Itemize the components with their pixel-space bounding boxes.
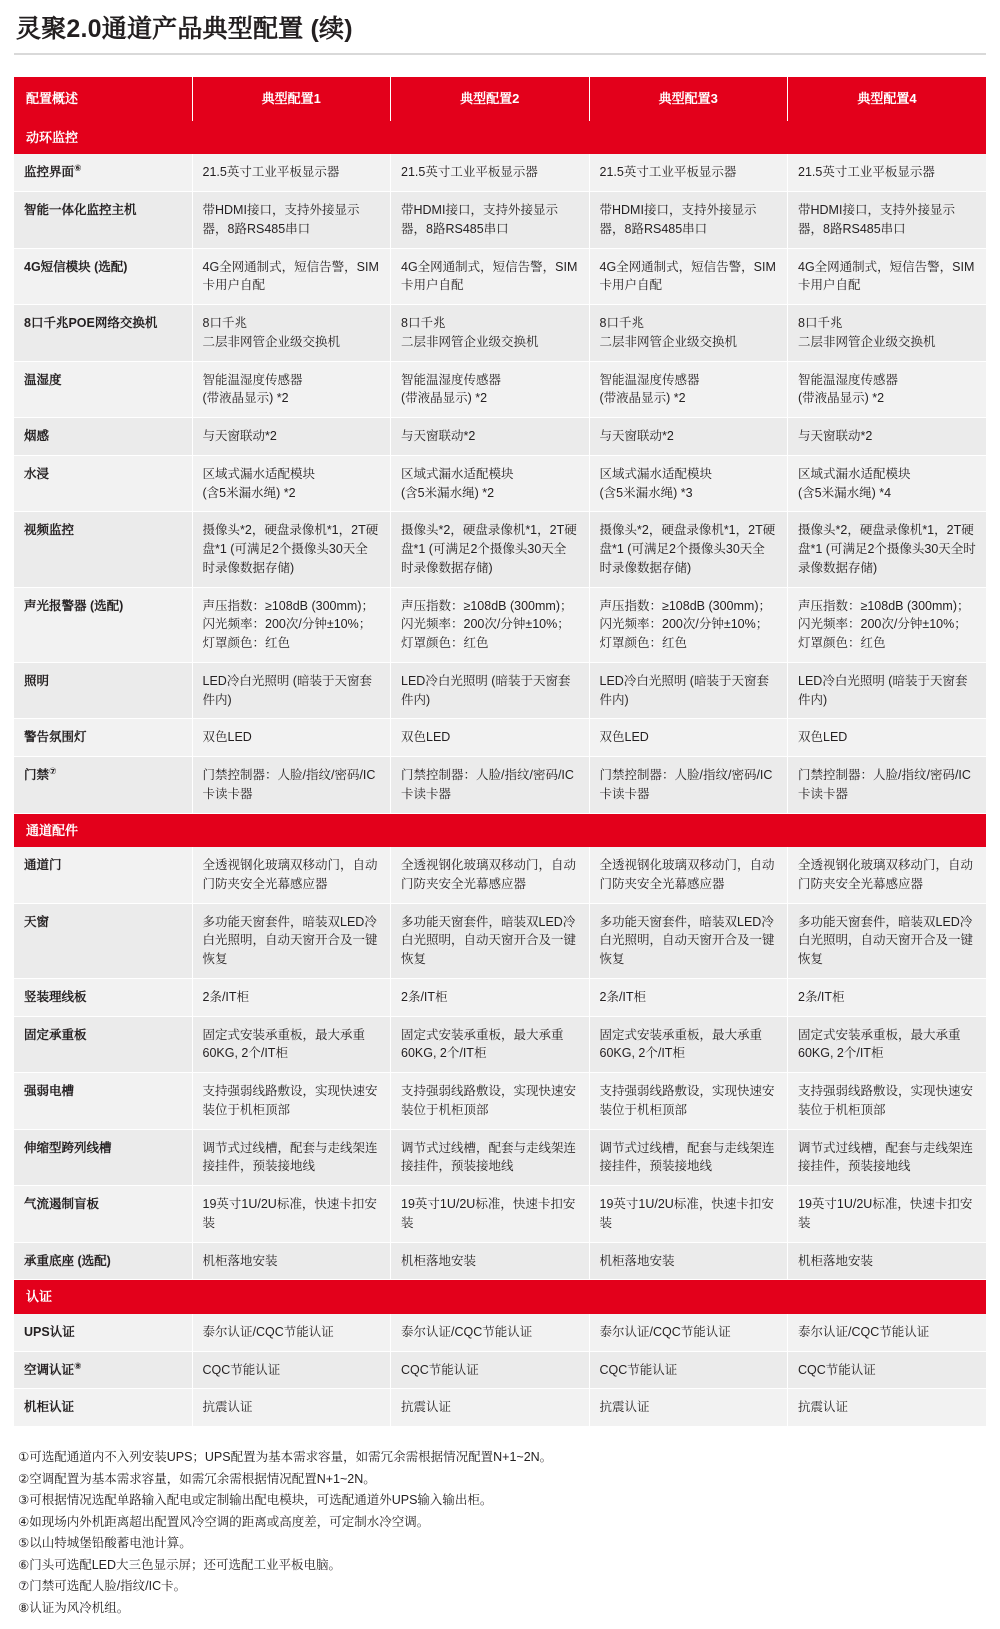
table-body bbox=[14, 121, 986, 1427]
cell-config-1: 泰尔认证/CQC节能认证 bbox=[192, 1314, 391, 1351]
row-label-text: 气流遏制盲板 bbox=[24, 1197, 100, 1211]
row-label bbox=[14, 719, 192, 757]
cell-config-4: 泰尔认证/CQC节能认证 bbox=[788, 1314, 987, 1351]
cell-config-2: 21.5英寸工业平板显示器 bbox=[391, 154, 590, 191]
cell-config-4: 8口千兆 二层非网管企业级交换机 bbox=[788, 305, 987, 362]
cell-config-2: 19英寸1U/2U标准，快速卡扣安装 bbox=[391, 1186, 590, 1243]
cell-config-2: 全透视钢化玻璃双移动门，自动门防夹安全光幕感应器 bbox=[391, 847, 590, 903]
cell-config-2: 与天窗联动*2 bbox=[391, 418, 590, 456]
cell-config-2: 智能温湿度传感器 (带液晶显示) *2 bbox=[391, 361, 590, 418]
cell-config-3: 调节式过线槽，配套与走线架连接挂件，预装接地线 bbox=[589, 1129, 788, 1186]
cell-config-3: 支持强弱线路敷设，实现快速安装位于机柜顶部 bbox=[589, 1073, 788, 1130]
footnote-line: ⑧认证为风冷机组。 bbox=[18, 1600, 130, 1615]
cell-config-2: 支持强弱线路敷设，实现快速安装位于机柜顶部 bbox=[391, 1073, 590, 1130]
cell-config-3: 机柜落地安装 bbox=[589, 1242, 788, 1280]
table-row bbox=[14, 1242, 986, 1280]
cell-config-2: 固定式安装承重板，最大承重60KG, 2个/IT柜 bbox=[391, 1016, 590, 1073]
cell-config-4: 智能温湿度传感器 (带液晶显示) *2 bbox=[788, 361, 987, 418]
row-label-text: 水浸 bbox=[24, 466, 50, 481]
row-label-text: 竖装理线板 bbox=[24, 989, 87, 1004]
cell-config-3: 2条/IT柜 bbox=[589, 978, 788, 1016]
column-header-config-3: 典型配置3 bbox=[589, 77, 788, 121]
cell-config-4: 声压指数：≥108dB (300mm)；闪光频率：200次/分钟±10%；灯罩颜色：红色 bbox=[788, 587, 987, 662]
cell-config-4: 2条/IT柜 bbox=[788, 978, 987, 1016]
table-row bbox=[14, 1073, 986, 1130]
cell-config-3: 19英寸1U/2U标准，快速卡扣安装 bbox=[589, 1186, 788, 1243]
cell-config-2: 门禁控制器：人脸/指纹/密码/IC卡读卡器 bbox=[391, 757, 590, 814]
cell-config-1: 智能温湿度传感器 (带液晶显示) *2 bbox=[192, 361, 391, 418]
cell-config-4: LED冷白光照明 (暗装于天窗套件内) bbox=[788, 662, 987, 719]
footnote-line: ③可根据情况选配单路输入配电或定制输出配电模块，可选配通道外UPS输入输出柜。 bbox=[18, 1493, 493, 1507]
row-label-text: 烟感 bbox=[24, 429, 50, 443]
table-row bbox=[14, 418, 986, 456]
section-title: 动环监控 bbox=[14, 121, 986, 155]
cell-config-1: 21.5英寸工业平板显示器 bbox=[192, 154, 391, 191]
row-label bbox=[14, 1129, 192, 1186]
footnote-line: ②空调配置为基本需求容量，如需冗余需根据情况配置N+1~2N。 bbox=[18, 1471, 376, 1486]
cell-config-3: 区域式漏水适配模块 (含5米漏水绳) *3 bbox=[589, 455, 788, 512]
row-label-text: 监控界面 bbox=[24, 165, 75, 180]
column-header-overview: 配置概述 bbox=[14, 77, 192, 121]
cell-config-1: 4G全网通制式，短信告警，SIM卡用户自配 bbox=[192, 248, 391, 305]
cell-config-1: 支持强弱线路敷设，实现快速安装位于机柜顶部 bbox=[192, 1073, 391, 1130]
cell-config-2: 声压指数：≥108dB (300mm)；闪光频率：200次/分钟±10%；灯罩颜色：红色 bbox=[391, 587, 590, 662]
row-label bbox=[14, 455, 192, 512]
row-label-text: 温湿度 bbox=[24, 372, 62, 387]
cell-config-2: 抗震认证 bbox=[391, 1389, 590, 1427]
table-row bbox=[14, 719, 986, 757]
cell-config-1: 门禁控制器：人脸/指纹/密码/IC卡读卡器 bbox=[192, 757, 391, 814]
cell-config-3: 双色LED bbox=[589, 719, 788, 757]
row-label bbox=[14, 1016, 192, 1073]
cell-config-3: 多功能天窗套件，暗装双LED冷白光照明，自动天窗开合及一键恢复 bbox=[589, 903, 788, 978]
row-label-text: 伸缩型跨列线槽 bbox=[24, 1140, 112, 1155]
cell-config-1: 19英寸1U/2U标准，快速卡扣安装 bbox=[192, 1186, 391, 1243]
cell-config-4: 抗震认证 bbox=[788, 1389, 987, 1427]
column-header-config-2: 典型配置2 bbox=[391, 77, 590, 121]
cell-config-4: 门禁控制器：人脸/指纹/密码/IC卡读卡器 bbox=[788, 757, 987, 814]
table-row bbox=[14, 455, 986, 512]
cell-config-3: 全透视钢化玻璃双移动门，自动门防夹安全光幕感应器 bbox=[589, 847, 788, 903]
row-label bbox=[14, 248, 192, 305]
cell-config-2: 8口千兆 二层非网管企业级交换机 bbox=[391, 305, 590, 362]
section-title: 认证 bbox=[14, 1280, 986, 1314]
table-row bbox=[14, 1016, 986, 1073]
table-row bbox=[14, 1129, 986, 1186]
cell-config-3: 抗震认证 bbox=[589, 1389, 788, 1427]
cell-config-2: 2条/IT柜 bbox=[391, 978, 590, 1016]
footnote-line: ⑤以山特城堡铅酸蓄电池计算。 bbox=[18, 1536, 192, 1550]
row-label bbox=[14, 305, 192, 362]
table-row bbox=[14, 361, 986, 418]
row-label bbox=[14, 903, 192, 978]
section-band bbox=[14, 121, 986, 155]
row-label-text: 警告氛围灯 bbox=[24, 730, 87, 745]
section-band bbox=[14, 813, 986, 847]
table-row bbox=[14, 512, 986, 587]
table-row bbox=[14, 847, 986, 903]
footnote-marker: ⑥ bbox=[74, 163, 82, 174]
cell-config-1: 双色LED bbox=[192, 719, 391, 757]
cell-config-3: LED冷白光照明 (暗装于天窗套件内) bbox=[589, 662, 788, 719]
row-label-text: 强弱电槽 bbox=[24, 1084, 75, 1098]
cell-config-1: 机柜落地安装 bbox=[192, 1242, 391, 1280]
cell-config-3: 21.5英寸工业平板显示器 bbox=[589, 154, 788, 191]
cell-config-4: 21.5英寸工业平板显示器 bbox=[788, 154, 987, 191]
row-label bbox=[14, 512, 192, 587]
cell-config-2: LED冷白光照明 (暗装于天窗套件内) bbox=[391, 662, 590, 719]
cell-config-3: 8口千兆 二层非网管企业级交换机 bbox=[589, 305, 788, 362]
cell-config-2: 双色LED bbox=[391, 719, 590, 757]
cell-config-4: 双色LED bbox=[788, 719, 987, 757]
configuration-table bbox=[14, 77, 986, 1427]
row-label bbox=[14, 757, 192, 814]
footnotes bbox=[14, 1447, 986, 1619]
cell-config-3: 智能温湿度传感器 (带液晶显示) *2 bbox=[589, 361, 788, 418]
row-label-text: 4G短信模块 (选配) bbox=[24, 259, 128, 274]
row-label-text: 天窗 bbox=[24, 914, 50, 929]
row-label-text: 门禁 bbox=[24, 768, 50, 782]
table-row bbox=[14, 587, 986, 662]
row-label bbox=[14, 361, 192, 418]
cell-config-1: LED冷白光照明 (暗装于天窗套件内) bbox=[192, 662, 391, 719]
row-label bbox=[14, 418, 192, 456]
row-label-text: 视频监控 bbox=[24, 523, 75, 538]
row-label bbox=[14, 847, 192, 903]
cell-config-2: 机柜落地安装 bbox=[391, 1242, 590, 1280]
cell-config-1: 固定式安装承重板，最大承重60KG, 2个/IT柜 bbox=[192, 1016, 391, 1073]
row-label-text: 智能一体化监控主机 bbox=[24, 203, 137, 217]
table-row bbox=[14, 903, 986, 978]
row-label-text: 机柜认证 bbox=[24, 1400, 75, 1415]
table-header-row bbox=[14, 77, 986, 121]
table-row bbox=[14, 1186, 986, 1243]
cell-config-4: 固定式安装承重板，最大承重60KG, 2个/IT柜 bbox=[788, 1016, 987, 1073]
cell-config-2: 多功能天窗套件，暗装双LED冷白光照明，自动天窗开合及一键恢复 bbox=[391, 903, 590, 978]
cell-config-3: CQC节能认证 bbox=[589, 1351, 788, 1389]
cell-config-1: 调节式过线槽，配套与走线架连接挂件，预装接地线 bbox=[192, 1129, 391, 1186]
row-label bbox=[14, 1186, 192, 1243]
footnote-marker: ⑧ bbox=[74, 1360, 82, 1371]
cell-config-4: 带HDMI接口，支持外接显示器，8路RS485串口 bbox=[788, 192, 987, 249]
footnote-line: ⑥门头可选配LED大三色显示屏；还可选配工业平板电脑。 bbox=[18, 1557, 342, 1572]
table-row bbox=[14, 662, 986, 719]
cell-config-1: 8口千兆 二层非网管企业级交换机 bbox=[192, 305, 391, 362]
table-head bbox=[14, 77, 986, 121]
cell-config-1: 多功能天窗套件，暗装双LED冷白光照明，自动天窗开合及一键恢复 bbox=[192, 903, 391, 978]
cell-config-4: 与天窗联动*2 bbox=[788, 418, 987, 456]
row-label bbox=[14, 192, 192, 249]
cell-config-4: 支持强弱线路敷设，实现快速安装位于机柜顶部 bbox=[788, 1073, 987, 1130]
row-label bbox=[14, 1073, 192, 1130]
row-label bbox=[14, 1314, 192, 1351]
table-row bbox=[14, 154, 986, 191]
table-row bbox=[14, 978, 986, 1016]
cell-config-3: 泰尔认证/CQC节能认证 bbox=[589, 1314, 788, 1351]
row-label-text: 空调认证 bbox=[24, 1362, 75, 1377]
table-row bbox=[14, 1389, 986, 1427]
row-label-text: 固定承重板 bbox=[24, 1027, 87, 1042]
row-label bbox=[14, 1351, 192, 1389]
cell-config-3: 声压指数：≥108dB (300mm)；闪光频率：200次/分钟±10%；灯罩颜色：红色 bbox=[589, 587, 788, 662]
cell-config-1: 区域式漏水适配模块 (含5米漏水绳) *2 bbox=[192, 455, 391, 512]
footnote-line: ①可选配通道内不入列安装UPS；UPS配置为基本需求容量，如需冗余需根据情况配置N+1~2N。 bbox=[18, 1450, 553, 1464]
table-row bbox=[14, 757, 986, 814]
row-label-text: UPS认证 bbox=[24, 1324, 75, 1339]
cell-config-3: 固定式安装承重板，最大承重60KG, 2个/IT柜 bbox=[589, 1016, 788, 1073]
cell-config-3: 与天窗联动*2 bbox=[589, 418, 788, 456]
cell-config-1: 摄像头*2，硬盘录像机*1，2T硬盘*1 (可满足2个摄像头30天全时录像数据存储) bbox=[192, 512, 391, 587]
cell-config-4: 全透视钢化玻璃双移动门，自动门防夹安全光幕感应器 bbox=[788, 847, 987, 903]
section-band bbox=[14, 1280, 986, 1314]
cell-config-1: 抗震认证 bbox=[192, 1389, 391, 1427]
footnote-line: ⑦门禁可选配人脸/指纹/IC卡。 bbox=[18, 1579, 187, 1593]
row-label bbox=[14, 1242, 192, 1280]
row-label bbox=[14, 978, 192, 1016]
cell-config-3: 门禁控制器：人脸/指纹/密码/IC卡读卡器 bbox=[589, 757, 788, 814]
cell-config-4: 19英寸1U/2U标准，快速卡扣安装 bbox=[788, 1186, 987, 1243]
row-label-text: 8口千兆POE网络交换机 bbox=[24, 316, 158, 330]
cell-config-2: 调节式过线槽，配套与走线架连接挂件，预装接地线 bbox=[391, 1129, 590, 1186]
cell-config-2: 区域式漏水适配模块 (含5米漏水绳) *2 bbox=[391, 455, 590, 512]
cell-config-1: 2条/IT柜 bbox=[192, 978, 391, 1016]
cell-config-1: 声压指数：≥108dB (300mm)；闪光频率：200次/分钟±10%；灯罩颜色：红色 bbox=[192, 587, 391, 662]
table-row bbox=[14, 1351, 986, 1389]
title-divider bbox=[14, 53, 986, 55]
cell-config-2: 带HDMI接口，支持外接显示器，8路RS485串口 bbox=[391, 192, 590, 249]
cell-config-4: 调节式过线槽，配套与走线架连接挂件，预装接地线 bbox=[788, 1129, 987, 1186]
table-row bbox=[14, 1314, 986, 1351]
cell-config-4: 区域式漏水适配模块 (含5米漏水绳) *4 bbox=[788, 455, 987, 512]
column-header-config-4: 典型配置4 bbox=[788, 77, 987, 121]
cell-config-2: 4G全网通制式，短信告警，SIM卡用户自配 bbox=[391, 248, 590, 305]
column-header-config-1: 典型配置1 bbox=[192, 77, 391, 121]
cell-config-4: 机柜落地安装 bbox=[788, 1242, 987, 1280]
row-label bbox=[14, 1389, 192, 1427]
cell-config-1: CQC节能认证 bbox=[192, 1351, 391, 1389]
cell-config-2: 摄像头*2，硬盘录像机*1，2T硬盘*1 (可满足2个摄像头30天全时录像数据存储) bbox=[391, 512, 590, 587]
table-row bbox=[14, 248, 986, 305]
cell-config-2: 泰尔认证/CQC节能认证 bbox=[391, 1314, 590, 1351]
cell-config-1: 全透视钢化玻璃双移动门，自动门防夹安全光幕感应器 bbox=[192, 847, 391, 903]
section-title: 通道配件 bbox=[14, 813, 986, 847]
row-label-text: 照明 bbox=[24, 673, 50, 688]
row-label bbox=[14, 154, 192, 191]
cell-config-3: 带HDMI接口，支持外接显示器，8路RS485串口 bbox=[589, 192, 788, 249]
page-title: 灵聚2.0通道产品典型配置 (续) bbox=[16, 15, 353, 43]
cell-config-4: 4G全网通制式，短信告警，SIM卡用户自配 bbox=[788, 248, 987, 305]
cell-config-2: CQC节能认证 bbox=[391, 1351, 590, 1389]
row-label-text: 声光报警器 (选配) bbox=[24, 598, 124, 613]
row-label bbox=[14, 587, 192, 662]
row-label bbox=[14, 662, 192, 719]
cell-config-4: 摄像头*2，硬盘录像机*1，2T硬盘*1 (可满足2个摄像头30天全时录像数据存储) bbox=[788, 512, 987, 587]
cell-config-3: 摄像头*2，硬盘录像机*1，2T硬盘*1 (可满足2个摄像头30天全时录像数据存储) bbox=[589, 512, 788, 587]
table-row bbox=[14, 192, 986, 249]
row-label-text: 承重底座 (选配) bbox=[24, 1253, 111, 1268]
table-row bbox=[14, 305, 986, 362]
cell-config-4: CQC节能认证 bbox=[788, 1351, 987, 1389]
row-label-text: 通道门 bbox=[24, 858, 62, 872]
cell-config-1: 带HDMI接口，支持外接显示器，8路RS485串口 bbox=[192, 192, 391, 249]
footnote-marker: ⑦ bbox=[49, 765, 57, 776]
cell-config-3: 4G全网通制式，短信告警，SIM卡用户自配 bbox=[589, 248, 788, 305]
cell-config-4: 多功能天窗套件，暗装双LED冷白光照明，自动天窗开合及一键恢复 bbox=[788, 903, 987, 978]
cell-config-1: 与天窗联动*2 bbox=[192, 418, 391, 456]
footnote-line: ④如现场内外机距离超出配置风冷空调的距离或高度差，可定制水冷空调。 bbox=[18, 1514, 430, 1529]
